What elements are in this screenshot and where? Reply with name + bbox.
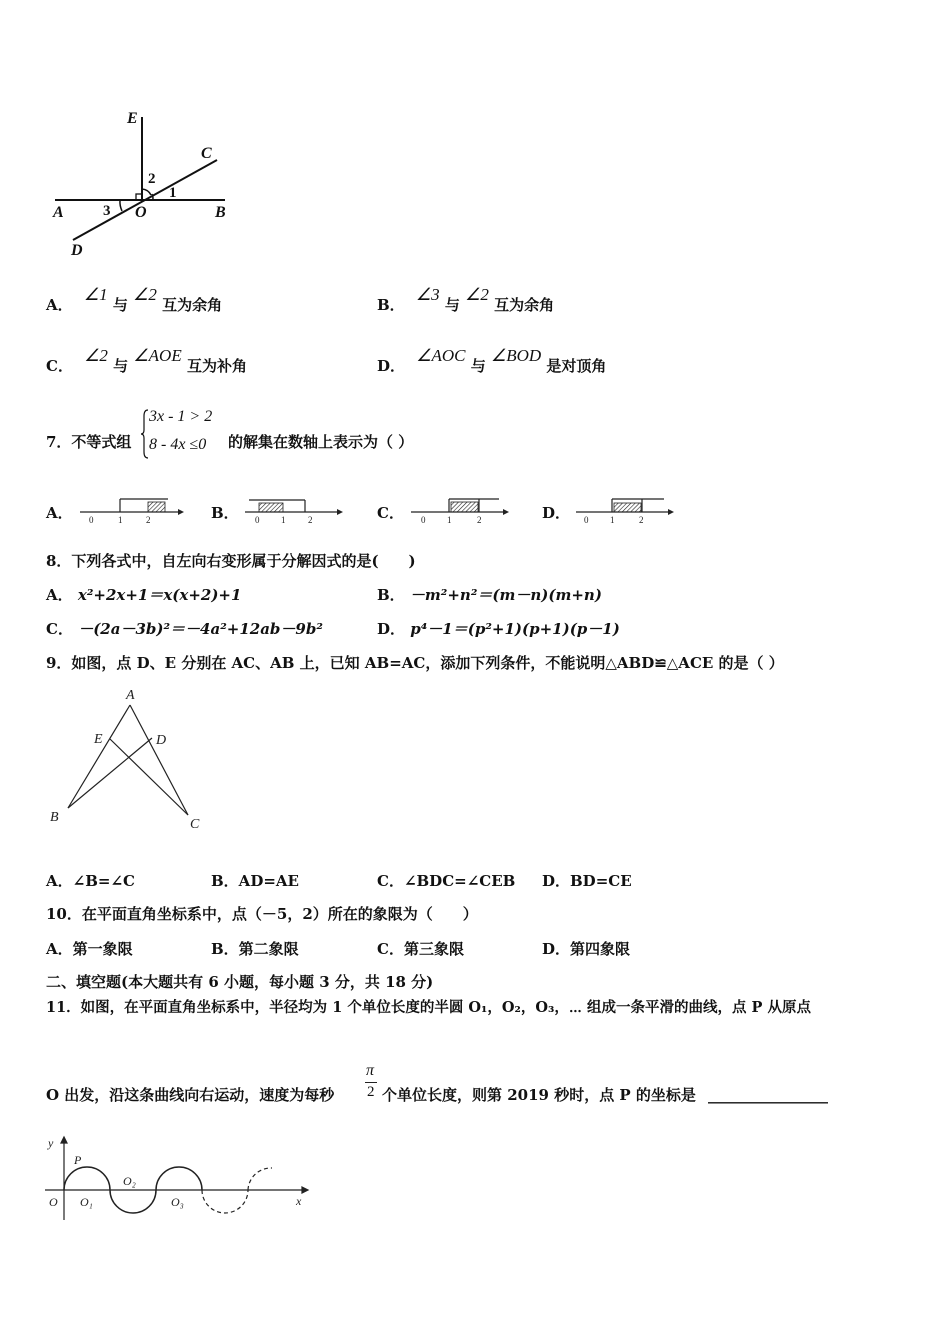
label-B: B [50, 810, 59, 825]
center-label-o2: O₂ [123, 1174, 136, 1188]
q9-stem: 9．如图，点 D、E 分别在 AC、AB 上，已知 AB=AC，添加下列条件，不能说明△ABD≌△ACE 的是（ ） [46, 654, 784, 672]
q7-suffix: 的解集在数轴上表示为（ ） [228, 433, 414, 451]
relation-text: 互为余角 [494, 296, 555, 314]
q7-option-a-label[interactable]: A． [46, 504, 73, 522]
axis-label-x: x [296, 1194, 302, 1208]
relation-text: 是对顶角 [546, 357, 607, 375]
q8-option-c[interactable] [46, 619, 323, 639]
angle-expr: ∠BOD [490, 346, 542, 365]
option-letter: C． [46, 620, 73, 638]
option-expr: －(2a－3b)²＝－4a²+12ab－9b² [78, 620, 323, 638]
q10-option-c[interactable]: C．第三象限 [377, 940, 464, 958]
connector-text: 与 [113, 357, 129, 375]
fraction-numerator: π [366, 1062, 375, 1079]
q8-stem: 8．下列各式中，自左向右变形属于分解因式的是( ) [46, 552, 416, 570]
option-letter: A． [46, 296, 73, 314]
center-label-o1: O₁ [80, 1195, 93, 1209]
tick-label: 2 [639, 515, 644, 525]
label-D: D [71, 242, 83, 259]
q11-line-1: 11．如图，在平面直角坐标系中，半径均为 1 个单位长度的半圆 O₁，O₂，O₃，⋯ 组成一条平滑的曲线，点 P 从原点 [46, 999, 811, 1016]
angle-expr: ∠1 [83, 285, 108, 304]
angle-expr: ∠2 [133, 285, 157, 304]
q8-option-a[interactable] [46, 585, 241, 605]
q6-option-b[interactable] [377, 285, 555, 315]
label-2: 2 [148, 171, 156, 187]
connector-text: 与 [112, 296, 128, 314]
q10-stem: 10．在平面直角坐标系中，点（－5，2）所在的象限为（ ） [46, 905, 478, 923]
q7-numberline-b[interactable] [245, 494, 350, 526]
tick-label: 1 [281, 515, 286, 525]
q10-option-a[interactable]: A．第一象限 [46, 940, 133, 958]
q9-option-d[interactable]: D．BD=CE [542, 872, 632, 890]
angle-expr: ∠3 [415, 285, 440, 304]
relation-text: 互为余角 [162, 296, 223, 314]
q8-option-d[interactable] [377, 619, 620, 639]
tick-label: 1 [118, 515, 123, 525]
tick-label: 2 [146, 515, 151, 525]
q8-option-b[interactable] [377, 585, 602, 605]
angle-expr: ∠AOC [416, 346, 466, 365]
label-C: C [190, 817, 200, 832]
answer-blank[interactable]: ________________ [708, 1086, 828, 1104]
tick-label: 2 [477, 515, 482, 525]
q7-numberline-d[interactable] [576, 494, 676, 526]
tick-label: 0 [584, 515, 589, 525]
q10-option-b[interactable]: B．第二象限 [211, 940, 299, 958]
connector-text: 与 [470, 357, 486, 375]
q7-prefix: 7．不等式组 [46, 433, 132, 451]
q9-option-b[interactable]: B．AD=AE [211, 872, 299, 890]
label-E: E [94, 732, 103, 747]
q10-option-d[interactable]: D．第四象限 [542, 940, 631, 958]
option-letter: B． [377, 586, 405, 604]
label-1: 1 [169, 185, 177, 201]
fraction-bar [365, 1082, 377, 1083]
angle-figure [45, 105, 245, 260]
label-A: A [126, 688, 135, 703]
q9-option-c[interactable]: C．∠BDC=∠CEB [377, 872, 516, 890]
tick-label: 1 [610, 515, 615, 525]
option-expr: －m²+n²＝(m－n)(m+n) [409, 586, 602, 604]
q7-option-c-label[interactable]: C． [377, 504, 404, 522]
option-letter: A． [46, 586, 73, 604]
q9-option-a[interactable]: A．∠B=∠C [46, 872, 135, 890]
label-E: E [127, 110, 138, 127]
q11-line-2a: O 出发，沿这条曲线向右运动，速度为每秒 [46, 1086, 335, 1104]
option-expr: p⁴－1＝(p²+1)(p+1)(p－1) [410, 620, 620, 638]
q7-numberline-a[interactable] [80, 494, 185, 526]
center-label-o3: O₃ [171, 1195, 184, 1209]
tick-label: 1 [447, 515, 452, 525]
label-B: B [215, 204, 226, 221]
label-A: A [53, 204, 64, 221]
axis-label-y: y [48, 1136, 54, 1150]
point-label-P: P [74, 1153, 82, 1167]
connector-text: 与 [444, 296, 460, 314]
label-C: C [201, 145, 212, 162]
q7-numberline-c[interactable] [411, 494, 516, 526]
q7-option-d-label[interactable]: D． [542, 504, 571, 522]
option-letter: C． [46, 357, 73, 375]
tick-label: 0 [255, 515, 260, 525]
relation-text: 互为补角 [186, 357, 247, 375]
triangle-figure [40, 683, 215, 833]
label-3: 3 [103, 203, 111, 219]
angle-expr: ∠AOE [133, 346, 182, 365]
fraction-denominator: 2 [367, 1084, 375, 1100]
tick-label: 0 [89, 515, 94, 525]
tick-label: 2 [308, 515, 313, 525]
q6-option-d[interactable] [377, 346, 607, 376]
angle-expr: ∠2 [465, 285, 489, 304]
tick-label: 0 [421, 515, 426, 525]
option-letter: D． [377, 620, 406, 638]
section-heading: 二、填空题(本大题共有 6 小题，每小题 3 分，共 18 分) [46, 973, 434, 991]
origin-label: O [49, 1195, 58, 1209]
q6-option-c[interactable] [46, 346, 247, 376]
option-expr: x²+2x+1＝x(x+2)+1 [77, 586, 242, 604]
label-D: D [156, 733, 167, 748]
q7-inequality-1: 3x - 1 > 2 [149, 408, 213, 425]
q6-option-a[interactable] [46, 285, 223, 315]
q7-inequality-2: 8 - 4x ≤0 [149, 436, 207, 453]
q7-option-b-label[interactable]: B． [211, 504, 239, 522]
option-letter: B． [377, 296, 405, 314]
label-O: O [135, 204, 147, 221]
semicircle-curve-figure [40, 1135, 315, 1220]
angle-expr: ∠2 [84, 346, 108, 365]
q11-line-2b: 个单位长度，则第 2019 秒时，点 P 的坐标是 [382, 1086, 696, 1104]
option-letter: D． [377, 357, 406, 375]
